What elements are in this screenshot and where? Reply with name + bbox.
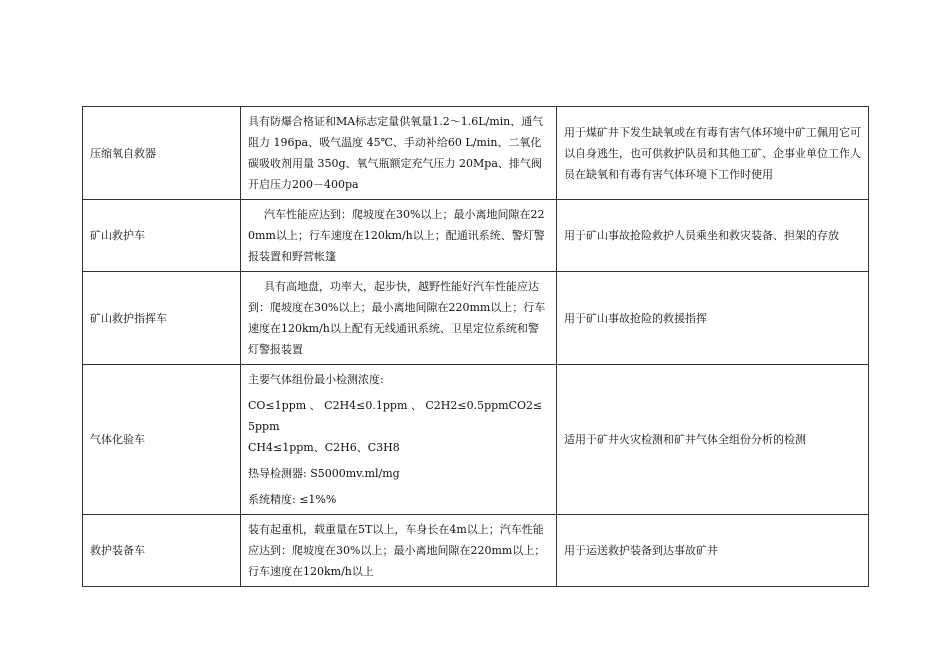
equipment-name: 矿山救护车 [83, 200, 241, 272]
equipment-name: 压缩氧自救器 [83, 107, 241, 200]
equipment-name: 气体化验车 [83, 365, 241, 515]
equipment-table [82, 106, 869, 587]
spec-line: 系统精度: ≤1%% [248, 493, 337, 506]
spec-line: 热导检测器: S5000mv.ml/mg [248, 467, 400, 480]
table-row [83, 200, 869, 272]
spec-line: 汽车性能应达到：爬坡度在30%以上；最小离地间隙在220mm以上；行车速度在120km/h以上；配通讯系统、警灯警报装置和野营帐篷 [248, 208, 545, 263]
table-row [83, 515, 869, 587]
spec-line: 装有起重机，载重量在5T以上，车身长在4m以上；汽车性能应达到：爬坡度在30%以上；最小离地间隙在220mm以上；行车速度在120km/h以上 [248, 523, 546, 578]
equipment-use: 用于运送救护装备到达事故矿井 [557, 515, 869, 587]
equipment-name: 矿山救护指挥车 [83, 272, 241, 365]
spec-line: CO≤1ppm 、 C2H4≤0.1ppm 、 C2H2≤0.5ppmCO2≤5ppm [248, 399, 543, 433]
equipment-use: 用于矿山事故抢险救护人员乘坐和救灾装备、担架的存放 [557, 200, 869, 272]
equipment-use: 用于矿山事故抢险的救援指挥 [557, 272, 869, 365]
equipment-spec [241, 515, 557, 587]
equipment-spec [241, 365, 557, 515]
equipment-use: 适用于矿井火灾检测和矿井气体全组份分析的检测 [557, 365, 869, 515]
table-row [83, 272, 869, 365]
equipment-use: 用于煤矿井下发生缺氧或在有毒有害气体环境中矿工佩用它可以自身逃生，也可供救护队员和其他工矿、企事业单位工作人员在缺氧和有毒有害气体环境下工作时使用 [557, 107, 869, 200]
equipment-spec [241, 200, 557, 272]
equipment-spec [241, 272, 557, 365]
equipment-name: 救护装备车 [83, 515, 241, 587]
spec-line: 具有高地盘，功率大，起步快，越野性能好汽车性能应达到：爬坡度在30%以上；最小离地间隙在220mm以上；行车速度在120km/h以上配有无线通讯系统、卫星定位系统和警灯警报装置 [248, 280, 546, 356]
spec-line: 主要气体组份最小检测浓度: [248, 373, 384, 386]
table-row [83, 107, 869, 200]
equipment-spec [241, 107, 557, 200]
spec-line: 具有防爆合格证和MA标志定量供氧量1.2～1.6L/min、通气阻力 196pa、吸气温度 45℃、手动补给60 L/min、二氧化碳吸收剂用量 350g、氧气瓶额定充气压力 20Mpa、排气阀开启压力200－400pa [248, 115, 544, 191]
table-row [83, 365, 869, 515]
spec-line: CH4≤1ppm、C2H6、C3H8 [248, 441, 400, 454]
